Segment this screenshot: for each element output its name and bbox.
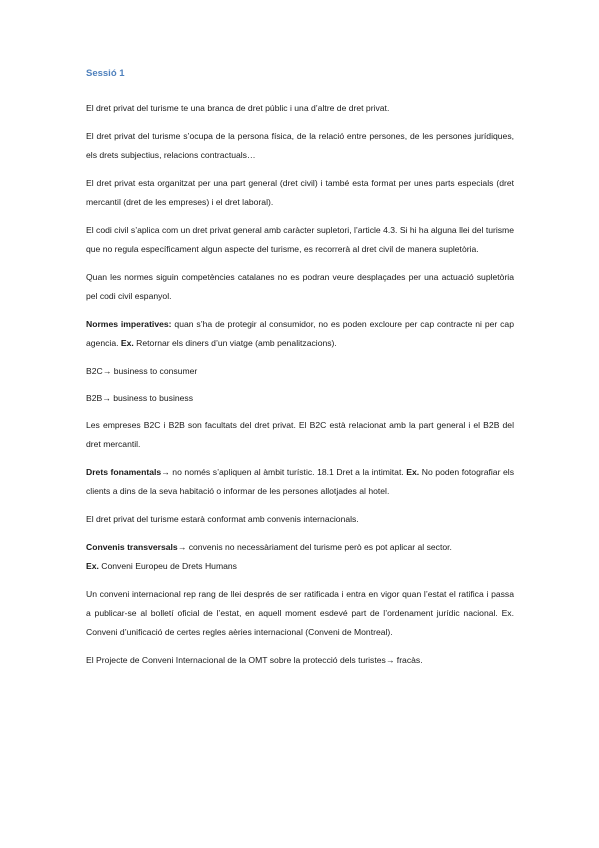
paragraph-b2b: B2B→ business to business <box>86 393 194 403</box>
paragraph-convenis-transversals <box>86 538 514 576</box>
example-marker: Ex. <box>406 467 420 477</box>
paragraph-text: quan s’ha de protegir al consumidor, no es poden excloure per cap contracte ni per cap agencia. <box>86 319 514 348</box>
paragraph-9: Les empreses B2C i B2B son facultats del dret privat. El B2C està relacionat amb la part general i el B2B del dret mercantil. <box>86 420 514 449</box>
example-marker: Ex. <box>86 561 99 571</box>
paragraph-5: Quan les normes siguin competències catalanes no es podran veure desplaçades per una actuació supletòria pel codi civil espanyol. <box>86 272 514 301</box>
example-marker: Ex. <box>120 338 134 348</box>
example-text: Retornar els diners d’un viatge (amb penalitzacions). <box>133 338 337 348</box>
term-label: Drets fonamentals→ <box>86 467 170 477</box>
paragraph-drets-fonamentals <box>86 463 514 501</box>
document-page <box>86 68 514 679</box>
example-text: Conveni Europeu de Drets Humans <box>98 561 237 571</box>
paragraph-2: El dret privat del turisme s’ocupa de la persona física, de la relació entre persones, de les persones jurídiques, els drets subjectius, relacions contractuals… <box>86 131 514 160</box>
paragraph-1: El dret privat del turisme te una branca de dret públic i una d’altre de dret privat. <box>86 103 390 113</box>
paragraph-14: El Projecte de Conveni Internacional de la OMT sobre la protecció dels turistes→ fracàs. <box>86 655 423 665</box>
term-label: Convenis transversals→ <box>86 542 187 552</box>
paragraph-3: El dret privat esta organitzat per una part general (dret civil) i també esta format per unes parts especials (dret mercantil (dret de les empreses) i el dret laboral). <box>86 178 514 207</box>
paragraph-13: Un conveni internacional rep rang de llei després de ser ratificada i entra en vigor quan l’estat el ratifica i passa a publicar-se al bolletí oficial de l’estat, en aquell moment esdevé part de l’ordenament jurídic nacional. Ex. Conveni d’unificació de certes regles aèries internacional (Conveni de Montreal). <box>86 589 514 637</box>
paragraph-11: El dret privat del turisme estarà conformat amb convenis internacionals. <box>86 514 359 524</box>
paragraph-4: El codi civil s’aplica com un dret privat general amb caràcter supletori, l’article 4.3. Si hi ha alguna llei del turisme que no regula específicament algun aspecte del turisme, es recorrerà al dret civil de manera supletòria. <box>86 225 514 254</box>
term-label: Normes imperatives: <box>86 319 172 329</box>
section-heading: Sessió 1 <box>86 68 125 79</box>
paragraph-normes-imperatives <box>86 315 514 353</box>
paragraph-text: convenis no necessàriament del turisme però es pot aplicar al sector. <box>186 542 452 552</box>
paragraph-b2c: B2C→ business to consumer <box>86 366 198 376</box>
example-text: No poden fotografiar els clients a dins de la seva habitació o informar de les persones allotjades al hotel. <box>86 467 514 496</box>
paragraph-text: no només s’apliquen al àmbit turístic. 18.1 Dret a la intimitat. <box>169 467 407 477</box>
